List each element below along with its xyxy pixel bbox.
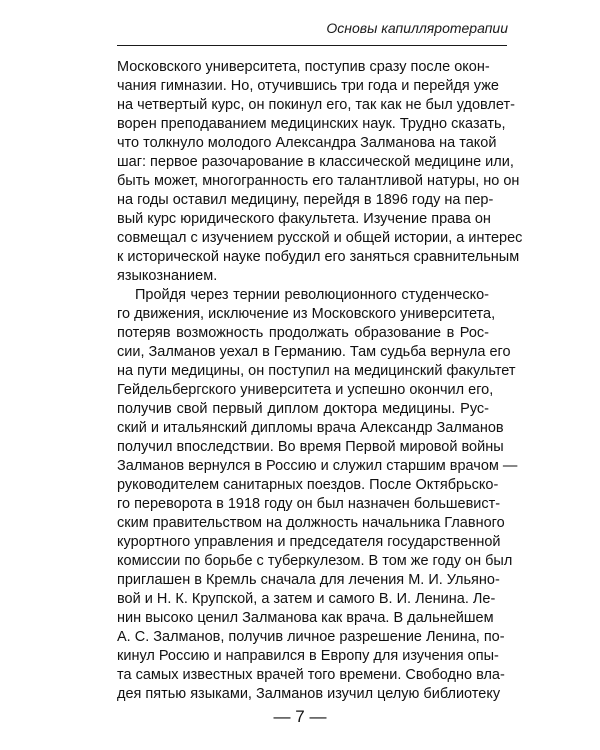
- text-line: быть может, многогранность его талантливой натуры, но он: [117, 173, 520, 189]
- header-rule: [117, 45, 507, 46]
- paragraph: [117, 286, 518, 704]
- text-line: сии, Залманов уехал в Германию. Там судьба вернула его: [117, 344, 511, 360]
- text-line: комиссии по борьбе с туберкулезом. В том же году он был: [117, 553, 513, 569]
- text-line: на годы оставил медицину, перейдя в 1896 году на пер-: [117, 192, 494, 208]
- text-line: руководителем санитарных поездов. После Октябрьско-: [117, 477, 499, 493]
- body-text: [117, 58, 523, 704]
- text-line: на пути медицины, он поступил на медицинский факультет: [117, 363, 516, 379]
- text-line: курортного управления и председателя государственной: [117, 534, 501, 550]
- text-line: получил впоследствии. Во время Первой мировой войны: [117, 439, 504, 455]
- text-line: Залманов вернулся в Россию и служил старшим врачом —: [117, 458, 518, 474]
- text-line: кинул Россию и направился в Европу для изучения опы-: [117, 648, 499, 664]
- text-line: шаг: первое разочарование в классической медицине или,: [117, 154, 514, 170]
- text-line: нин высоко ценил Залманова как врача. В дальнейшем: [117, 610, 494, 626]
- text-line: А. С. Залманов, получив личное разрешение Ленина, по-: [117, 629, 505, 645]
- text-line: на четвертый курс, он покинул его, так как не был удовлет-: [117, 97, 515, 113]
- text-line: получив свой первый диплом доктора медицины. Рус-: [117, 401, 489, 417]
- text-line: дея пятью языками, Залманов изучил целую библиотеку: [117, 686, 501, 702]
- text-line: го движения, исключение из Московского университета,: [117, 306, 496, 322]
- text-line: та самых известных врачей того времени. Свободно вла-: [117, 667, 505, 683]
- text-line: го переворота в 1918 году он был назначен большевист-: [117, 496, 501, 512]
- text-line: вый курс юридического факультета. Изучение права он: [117, 211, 491, 227]
- paragraph: [117, 58, 523, 286]
- text-line: к исторической науке побудил его заняться сравнительным: [117, 249, 520, 265]
- text-line: потеряв возможность продолжать образование в Рос-: [117, 325, 489, 341]
- text-line: Московского университета, поступив сразу после окон-: [117, 59, 490, 75]
- text-line: что толкнуло молодого Александра Залманова на такой: [117, 135, 497, 151]
- text-line: ским правительством на должность начальника Главного: [117, 515, 505, 531]
- text-line: совмещал с изучением русской и общей истории, а интерес: [117, 230, 523, 246]
- text-line: Пройдя через тернии революционного студенческо-: [135, 287, 489, 303]
- running-title: Основы капилляротерапии: [326, 20, 508, 36]
- text-line: ворен преподаванием медицинских наук. Трудно сказать,: [117, 116, 506, 132]
- text-line: чания гимназии. Но, отучившись три года и перейдя уже: [117, 78, 499, 94]
- text-line: Гейдельбергского университета и успешно окончил его,: [117, 382, 494, 398]
- text-line: ский и итальянский дипломы врача Александр Залманов: [117, 420, 504, 436]
- page-number: — 7 —: [273, 707, 327, 726]
- text-line: языкознанием.: [117, 268, 218, 284]
- text-line: вой и Н. К. Крупской, а затем и самого В. И. Ленина. Ле-: [117, 591, 496, 607]
- text-line: приглашен в Кремль сначала для лечения М. И. Ульяно-: [117, 572, 500, 588]
